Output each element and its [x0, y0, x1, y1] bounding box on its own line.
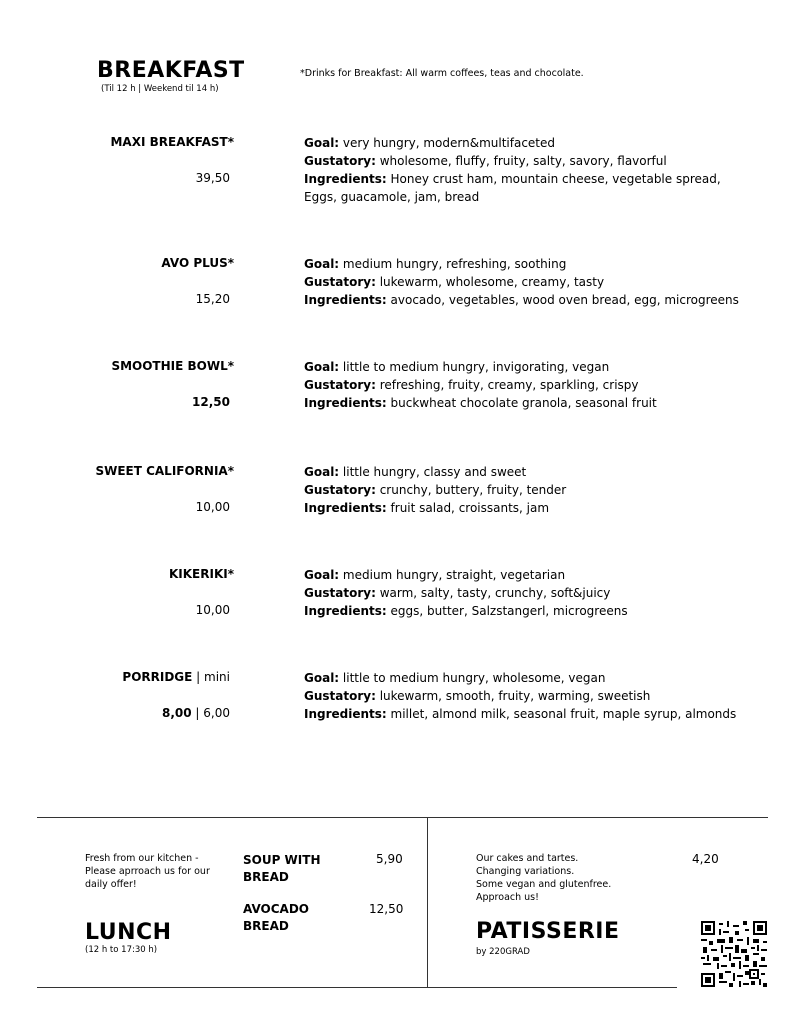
ingredients-line: Ingredients: buckwheat chocolate granola, seasonal fruit: [304, 396, 657, 410]
section-title-lunch: LUNCH: [85, 920, 172, 945]
top-divider: [37, 817, 768, 818]
menu-item-name: SMOOTHIE BOWL*: [111, 359, 234, 373]
menu-item-name: SWEET CALIFORNIA*: [95, 464, 234, 478]
goal-line: Goal: very hungry, modern&multifaceted: [304, 136, 556, 150]
gustatory-line: Gustatory: lukewarm, smooth, fruity, warming, sweetish: [304, 689, 651, 703]
menu-item-description: [304, 255, 739, 309]
goal-line: Goal: medium hungry, refreshing, soothing: [304, 257, 567, 271]
gustatory-line: Gustatory: crunchy, buttery, fruity, tender: [304, 483, 567, 497]
menu-item-price: 39,50: [195, 171, 230, 185]
lunch-item-price: 12,50: [369, 902, 404, 916]
goal-line: Goal: little hungry, classy and sweet: [304, 465, 527, 479]
lunch-note: Fresh from our kitchen - Please aprroach us for our daily offer!: [85, 853, 210, 890]
menu-item-description: [304, 669, 736, 723]
qr-code-icon[interactable]: [701, 921, 767, 987]
menu-item-description: [304, 566, 628, 620]
ingredients-line: Ingredients: fruit salad, croissants, jam: [304, 501, 550, 515]
menu-item-name: MAXI BREAKFAST*: [110, 135, 234, 149]
ingredients-line: Ingredients: avocado, vegetables, wood oven bread, egg, microgreens: [304, 293, 739, 307]
menu-item-price: 10,00: [195, 603, 230, 617]
patisserie-price: 4,20: [692, 852, 719, 866]
menu-item-price: 15,20: [195, 292, 230, 306]
menu-item-name: AVO PLUS*: [161, 256, 234, 270]
menu-item-name: KIKERIKI*: [168, 567, 234, 581]
menu-item-price: 8,00 | 6,00: [162, 706, 230, 720]
section-title-breakfast: BREAKFAST: [97, 58, 245, 83]
gustatory-line: Gustatory: warm, salty, tasty, crunchy, soft&juicy: [304, 586, 611, 600]
ingredients-line: Ingredients: eggs, butter, Salzstangerl, microgreens: [304, 604, 628, 618]
bottom-divider: [37, 987, 677, 988]
patisserie-note: Our cakes and tartes. Changing variations. Some vegan and glutenfree. Approach us!: [476, 853, 612, 903]
menu-item-price: 12,50: [192, 395, 230, 409]
ingredients-line: Ingredients: millet, almond milk, seasonal fruit, maple syrup, almonds: [304, 707, 737, 721]
menu-item-description: [304, 134, 721, 206]
ingredients-line-2: Eggs, guacamole, jam, bread: [304, 190, 480, 204]
goal-line: Goal: little to medium hungry, wholesome, vegan: [304, 671, 606, 685]
goal-line: Goal: little to medium hungry, invigorating, vegan: [304, 360, 610, 374]
gustatory-line: Gustatory: wholesome, fluffy, fruity, salty, savory, flavorful: [304, 154, 667, 168]
gustatory-line: Gustatory: refreshing, fruity, creamy, sparkling, crispy: [304, 378, 639, 392]
ingredients-line: Ingredients: Honey crust ham, mountain cheese, vegetable spread,: [304, 172, 721, 186]
menu-item-description: [304, 358, 657, 412]
gustatory-line: Gustatory: lukewarm, wholesome, creamy, tasty: [304, 275, 605, 289]
menu-item-price: 10,00: [195, 500, 230, 514]
lunch-item: AVOCADO BREAD: [243, 902, 310, 933]
menu-item-name: PORRIDGE | mini: [122, 670, 230, 684]
patisserie-byline: by 220GRAD: [476, 947, 530, 957]
lunch-item: SOUP WITH BREAD: [243, 853, 321, 884]
vertical-divider: [427, 817, 428, 987]
section-title-patisserie: PATISSERIE: [476, 919, 620, 944]
lunch-item-price: 5,90: [376, 852, 403, 866]
breakfast-hours: (Til 12 h | Weekend til 14 h): [101, 84, 219, 94]
goal-line: Goal: medium hungry, straight, vegetarian: [304, 568, 566, 582]
lunch-hours: (12 h to 17:30 h): [85, 945, 158, 955]
drinks-note: *Drinks for Breakfast: All warm coffees, teas and chocolate.: [300, 68, 584, 79]
menu-item-description: [304, 463, 566, 517]
